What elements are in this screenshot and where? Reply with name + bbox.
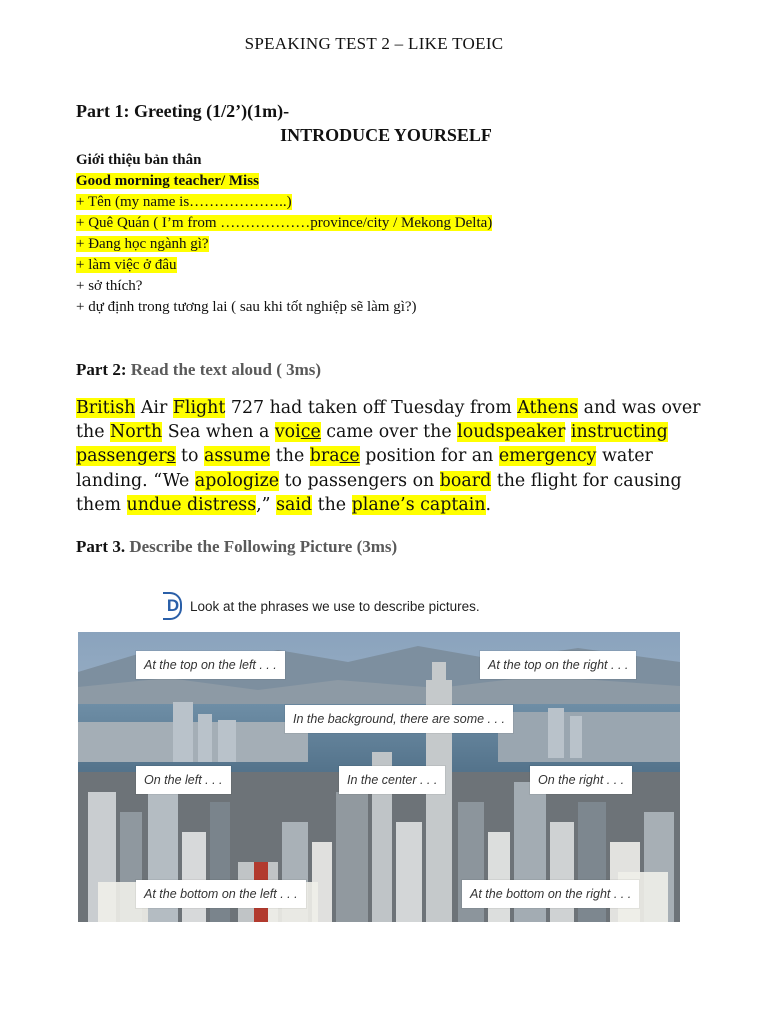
list-item-text: + sở thích? xyxy=(76,278,143,294)
list-item xyxy=(76,255,492,276)
caption-center: In the center . . . xyxy=(339,766,445,794)
list-item xyxy=(76,234,492,255)
passage-highlight: British xyxy=(76,398,136,418)
part2-label: Part 2: xyxy=(76,360,127,379)
caption-bottom-right: At the bottom on the right . . . xyxy=(462,880,639,908)
passage-text: position for an xyxy=(359,446,499,467)
passage-highlight: instructing passenger xyxy=(76,422,668,467)
passage-highlight-underlined: s xyxy=(166,446,176,467)
passage-text: came over the xyxy=(320,422,458,443)
passage-highlight: board xyxy=(439,470,492,491)
list-item-text: + Đang học ngành gì? xyxy=(76,236,209,252)
passage-highlight: plane’s captain xyxy=(351,494,486,515)
passage-highlight: loudspeaker xyxy=(457,422,566,443)
passage-highlight-underlined: ce xyxy=(300,422,321,443)
part1-heading: Part 1: Greeting (1/2’)(1m)- xyxy=(76,101,290,121)
city-skyline-photo xyxy=(78,632,680,922)
list-item xyxy=(76,297,492,318)
passage-text: the xyxy=(270,446,310,467)
part2-passage xyxy=(76,396,716,517)
passage-highlight: said xyxy=(276,494,313,515)
passage-text: to passengers on xyxy=(279,470,440,491)
passage-highlight: Athens xyxy=(517,398,579,418)
part3-title: Describe the Following Picture (3ms) xyxy=(129,537,398,556)
list-item-text: + dự định trong tương lai ( sau khi tốt nghiệp sẽ làm gì?) xyxy=(76,299,417,315)
passage-highlight: voi xyxy=(274,422,301,443)
list-item xyxy=(76,192,492,213)
describe-picture-figure xyxy=(78,570,680,922)
caption-top-right: At the top on the right . . . xyxy=(480,651,636,679)
list-item-text: + làm việc ở đâu xyxy=(76,257,177,273)
list-item-text: + Quê Quán ( I’m from ………………province/city / Mekong Delta) xyxy=(76,215,493,231)
passage-text: the xyxy=(312,494,352,515)
letter-badge: D xyxy=(163,592,182,620)
page-title: SPEAKING TEST 2 – LIKE TOEIC xyxy=(244,34,504,53)
passage-text: 727 had taken off Tuesday from xyxy=(225,398,518,418)
list-item xyxy=(76,150,492,171)
part3-label: Part 3. xyxy=(76,537,126,556)
part1-subheading: INTRODUCE YOURSELF xyxy=(280,125,492,145)
passage-highlight: Flight xyxy=(172,398,226,418)
passage-text: the flight for causing them xyxy=(76,470,682,515)
passage-text: . xyxy=(485,494,492,515)
caption-bottom-left: At the bottom on the left . . . xyxy=(136,880,306,908)
passage-text: Air xyxy=(135,398,173,418)
passage-highlight: emergency xyxy=(498,446,597,467)
list-item xyxy=(76,276,492,297)
passage-highlight-underlined: ce xyxy=(339,446,360,467)
passage-text: ,” xyxy=(256,494,277,515)
passage-highlight: bra xyxy=(309,446,340,467)
caption-right: On the right . . . xyxy=(530,766,632,794)
passage-text: and was over the xyxy=(76,398,701,443)
passage-highlight: apologize xyxy=(194,470,280,491)
part3-heading xyxy=(76,537,397,557)
passage-text: Sea when a xyxy=(162,422,275,443)
caption-top-left: At the top on the left . . . xyxy=(136,651,285,679)
list-item-text: + Tên (my name is………………..) xyxy=(76,194,292,210)
caption-background: In the background, there are some . . . xyxy=(285,705,513,733)
caption-left: On the left . . . xyxy=(136,766,231,794)
part1-list xyxy=(76,150,492,318)
part2-title: Read the text aloud ( 3ms) xyxy=(130,360,322,379)
part2-heading xyxy=(76,360,321,380)
passage-highlight: assume xyxy=(204,446,271,467)
list-item-text: Giới thiệu bản thân xyxy=(76,152,202,168)
passage-text: to xyxy=(175,446,205,467)
passage-highlight: undue distress xyxy=(126,494,257,515)
picture-instruction xyxy=(163,592,480,620)
instruction-text: Look at the phrases we use to describe pictures. xyxy=(190,598,480,614)
list-item-text: Good morning teacher/ Miss xyxy=(76,173,259,189)
passage-text: water landing. “We xyxy=(76,446,653,491)
passage-highlight: North xyxy=(110,422,163,443)
list-item xyxy=(76,213,492,234)
list-item xyxy=(76,171,492,192)
